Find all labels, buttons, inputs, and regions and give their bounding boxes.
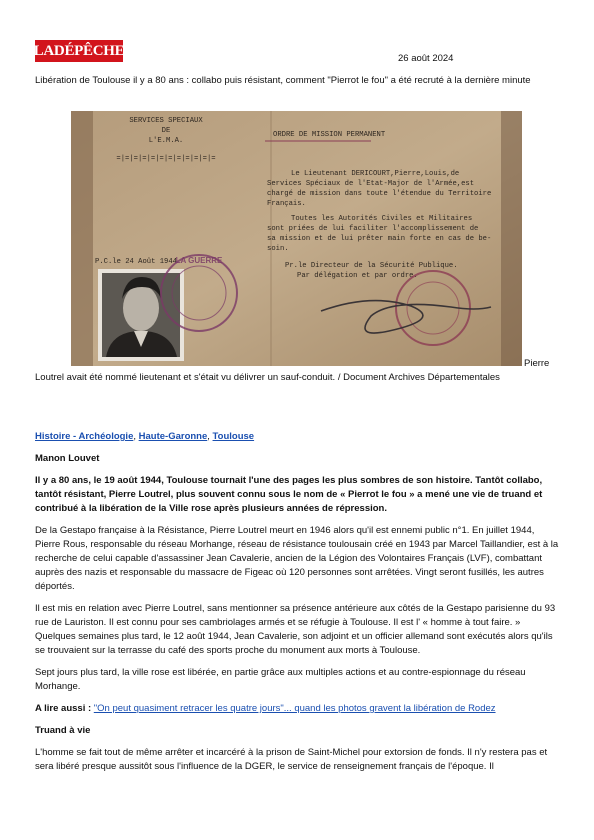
doc-header-line-2: DE (161, 127, 171, 135)
doc-place-date: P.C.le 24 Août 1944 (95, 258, 177, 266)
mission-order-document (71, 111, 522, 366)
paragraph-1: De la Gestapo française à la Résistance, Pierre Loutrel meurt en 1946 alors qu'il est ennemi public n°1. En juillet 1944, Pierre Rous, responsable du réseau Morhange, réseau de résistance toulousain créé en 1943 par Marcel Taillandier, est à la recherche de celui capable d'assassiner Jean Cavalerie, ancien de la Légion des Volontaires Français (LVF), combattant auprès des nazis et responsable du massacre de Figeac où 120 personnes sont arrêtées. Vingt seront fusillés, les autres déportés. (35, 525, 559, 592)
doc-dash-row: =|=|=|=|=|=|=|=|=|=|=|= (116, 155, 216, 163)
doc-body-line-4: Français. (267, 200, 306, 208)
read-also-label: A lire aussi : (35, 703, 94, 714)
lead-part-1: Il y a 80 ans (35, 475, 89, 486)
paragraph-4: L'homme se fait tout de même arrêter et incarcéré à la prison de Saint-Michel pour extorsion de fonds. Il n'y restera pas et sera libéré presque aussitôt sous l'influence de la DGER, le service de renseignement français de l'époque. Il (35, 747, 548, 772)
doc-header-line-3: L'E.M.A. (148, 137, 184, 145)
category-separator: , (133, 431, 139, 442)
caption-text: Loutrel avait été nommé lieutenant et s'était vu délivrer un sauf-conduit. / Document Archives Départementales (35, 372, 500, 383)
doc-body-line-8: soin. (267, 245, 289, 253)
article-photo (71, 111, 522, 366)
ladepeche-logo[interactable] (35, 40, 123, 62)
doc-signature-line-2: Par délégation et par ordre. (297, 272, 418, 280)
doc-order-title: ORDRE DE MISSION PERMANENT (273, 131, 386, 139)
doc-body-line-3: chargé de mission dans toute l'étendue du Territoire (267, 190, 492, 198)
article-author: Manon Louvet (35, 453, 100, 464)
logo-text: LADÉPÊCHE (33, 42, 125, 59)
paragraph-2: Il est mis en relation avec Pierre Loutrel, sans mentionner sa présence antérieure aux côtés de la Gestapo parisienne du 93 rue de Lauriston. Il est connu pour ses cambriolages armés et se réfugie à Toulouse. Il est l' « homme à tout faire. » Quelques semaines plus tard, le 12 août 1944, Jean Cavalerie, son adjoint et un officier allemand sont exécutés alors qu'ils se trouvaient sur la terrasse du café des sports proche du monument aux morts à Toulouse. (35, 603, 556, 656)
paper-left-edge (71, 111, 93, 366)
doc-body-line-1: Le Lieutenant DERICOURT,Pierre,Louis,de (291, 170, 460, 178)
article-lead (35, 474, 560, 516)
doc-header-line-1: SERVICES SPECIAUX (129, 117, 203, 125)
article-date: 26 août 2024 (398, 53, 454, 64)
section-subhead: Truand à vie (35, 725, 91, 736)
portrait-face (123, 285, 159, 331)
category-link-haute-garonne[interactable]: Haute-Garonne (138, 431, 208, 442)
doc-body-line-6: sont priées de lui faciliter l'accomplissement de (267, 225, 479, 233)
read-also (35, 702, 560, 716)
stamp-text: LA GUERRE (175, 256, 223, 265)
doc-body-line-5: Toutes les Autorités Civiles et Militaires (291, 215, 473, 223)
read-also-link[interactable]: "On peut quasiment retracer les quatre jours"... quand les photos gravent la libération de Rodez (93, 703, 496, 714)
paper-right-edge (501, 111, 522, 366)
passport-portrait (98, 269, 184, 361)
lead-part-3: 19 août 1944, Toulouse tournait l'une des pages les plus sombres de son histoire. Tantôt collabo, tantôt résistant, Pierre Loutrel, plus souvent connu sous le nom de « Pierrot le fou » a mené une vie de truand et contribué à la libération de la Ville rose après plusieurs années de répression. (35, 475, 543, 514)
category-link-toulouse[interactable]: Toulouse (212, 431, 255, 442)
category-separator: , (207, 431, 213, 442)
caption-first-word: Pierre (524, 358, 550, 369)
lead-part-2: , le (88, 475, 105, 486)
photo-caption (35, 357, 560, 385)
doc-body-line-7: sa mission et de lui prêter main forte en cas de be- (267, 235, 492, 243)
doc-body-line-2: Services Spéciaux de l'Etat-Major de l'Armée,est (267, 180, 475, 188)
category-link-history[interactable]: Histoire - Archéologie (35, 431, 134, 442)
category-links (35, 430, 560, 444)
doc-signature-line-1: Pr.le Directeur de la Sécurité Publique. (285, 262, 458, 270)
paragraph-3: Sept jours plus tard, la ville rose est libérée, en partie grâce aux multiples actions et au contre-espionnage du réseau Morhange. (35, 667, 526, 692)
article-headline: Libération de Toulouse il y a 80 ans : collabo puis résistant, comment "Pierrot le fou" a été recruté à la dernière minute (35, 75, 531, 86)
article-body (35, 430, 560, 782)
